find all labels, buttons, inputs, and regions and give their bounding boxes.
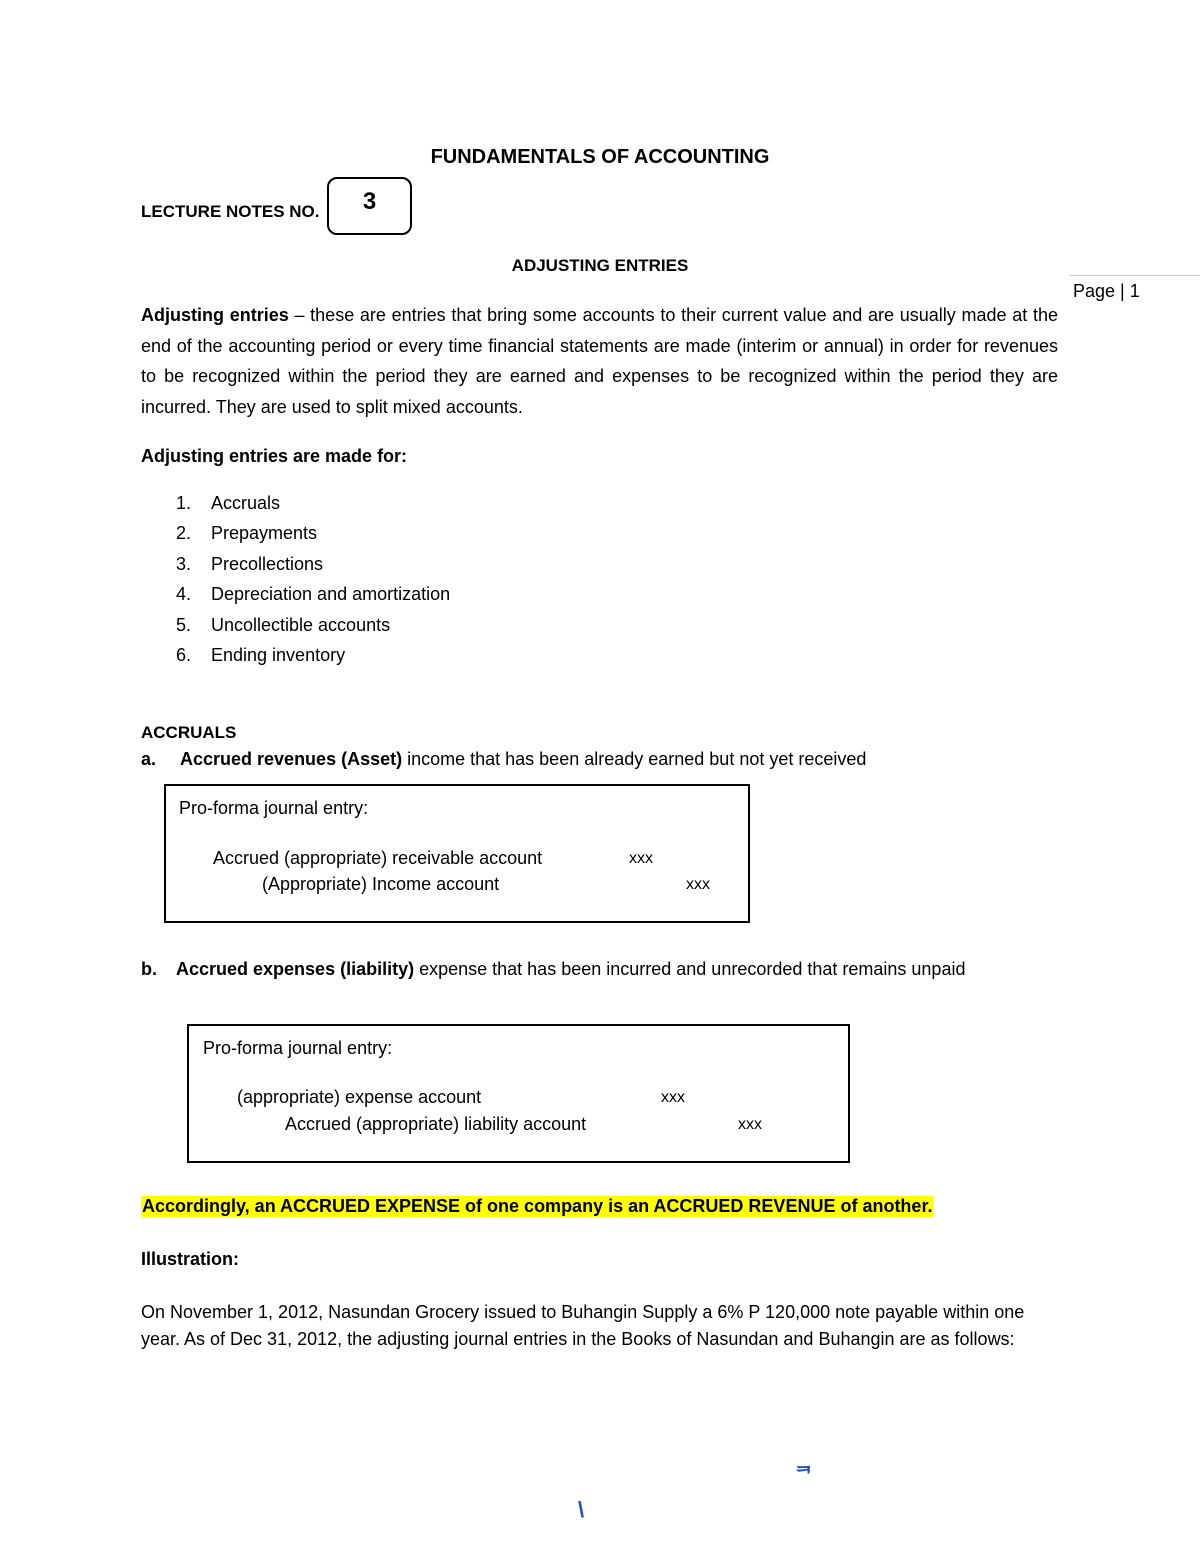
page-number: Page | 1 bbox=[1073, 281, 1140, 301]
item-text: expense that has been incurred and unrecorded that remains unpaid bbox=[414, 959, 966, 979]
intro-term: Adjusting entries bbox=[141, 305, 289, 325]
debit-amount: xxx bbox=[661, 1089, 685, 1106]
list-text: Prepayments bbox=[211, 523, 318, 543]
credit-account: Accrued (appropriate) liability account bbox=[285, 1114, 587, 1134]
page-number-rule bbox=[1070, 275, 1200, 276]
credit-amount: xxx bbox=[686, 876, 710, 893]
debit-account: (appropriate) expense account bbox=[237, 1087, 482, 1107]
list-number: 4. bbox=[176, 584, 192, 604]
accrued-revenues-item bbox=[141, 749, 866, 770]
accrued-expenses-item bbox=[141, 959, 965, 980]
intro-paragraph bbox=[141, 300, 1058, 422]
illustration-heading: Illustration: bbox=[141, 1249, 239, 1269]
list-number: 1. bbox=[176, 493, 192, 513]
made-for-heading: Adjusting entries are made for: bbox=[141, 446, 408, 466]
list-number: 6. bbox=[176, 645, 192, 665]
list-number: 3. bbox=[176, 554, 192, 574]
journal-box-header: Pro-forma journal entry: bbox=[179, 798, 369, 818]
item-term: Accrued expenses (liability) bbox=[176, 959, 415, 979]
item-term: Accrued revenues (Asset) bbox=[180, 749, 403, 769]
credit-account: (Appropriate) Income account bbox=[262, 874, 500, 894]
stray-mark: \ bbox=[578, 1497, 585, 1522]
item-letter: b. bbox=[141, 959, 157, 979]
list-number: 5. bbox=[176, 615, 192, 635]
list-number: 2. bbox=[176, 523, 192, 543]
lecture-number: 3 bbox=[362, 188, 377, 215]
intro-text: – these are entries that bring some accounts to their current value and are usually made at the end of the accounting period or every time financial statements are made (interim or annual) in order for revenues to be recognized within the period they are earned and expenses to be recognized within the period they are incurred. They are used to split mixed accounts. bbox=[141, 305, 1058, 417]
journal-box-header: Pro-forma journal entry: bbox=[203, 1038, 393, 1058]
item-letter: a. bbox=[141, 749, 157, 769]
list-text: Uncollectible accounts bbox=[211, 615, 391, 635]
debit-amount: xxx bbox=[629, 850, 653, 867]
debit-account: Accrued (appropriate) receivable account bbox=[213, 848, 543, 868]
list-text: Depreciation and amortization bbox=[211, 584, 451, 604]
lecture-notes-label: LECTURE NOTES NO. bbox=[141, 202, 320, 221]
journal-entry-box-revenues bbox=[164, 784, 750, 923]
document-title: FUNDAMENTALS OF ACCOUNTING bbox=[430, 146, 770, 168]
item-text: income that has been already earned but not yet received bbox=[402, 749, 867, 769]
journal-entry-box-expenses bbox=[187, 1024, 850, 1163]
credit-amount: xxx bbox=[738, 1116, 762, 1133]
list-text: Ending inventory bbox=[211, 645, 346, 665]
accruals-heading: ACCRUALS bbox=[141, 723, 237, 742]
lecture-number-box bbox=[327, 177, 412, 235]
stray-mark: ᆿ bbox=[793, 1451, 815, 1476]
highlighted-note: Accordingly, an ACCRUED EXPENSE of one company is an ACCRUED REVENUE of another. bbox=[142, 1196, 933, 1216]
illustration-paragraph: On November 1, 2012, Nasundan Grocery issued to Buhangin Supply a 6% P 120,000 note payable within one year. As of Dec 31, 2012, the adjusting journal entries in the Books of Nasundan and Buhangin are as follows: bbox=[141, 1302, 1025, 1349]
section-title: ADJUSTING ENTRIES bbox=[511, 256, 689, 275]
list-text: Accruals bbox=[211, 493, 281, 513]
list-text: Precollections bbox=[211, 554, 324, 574]
